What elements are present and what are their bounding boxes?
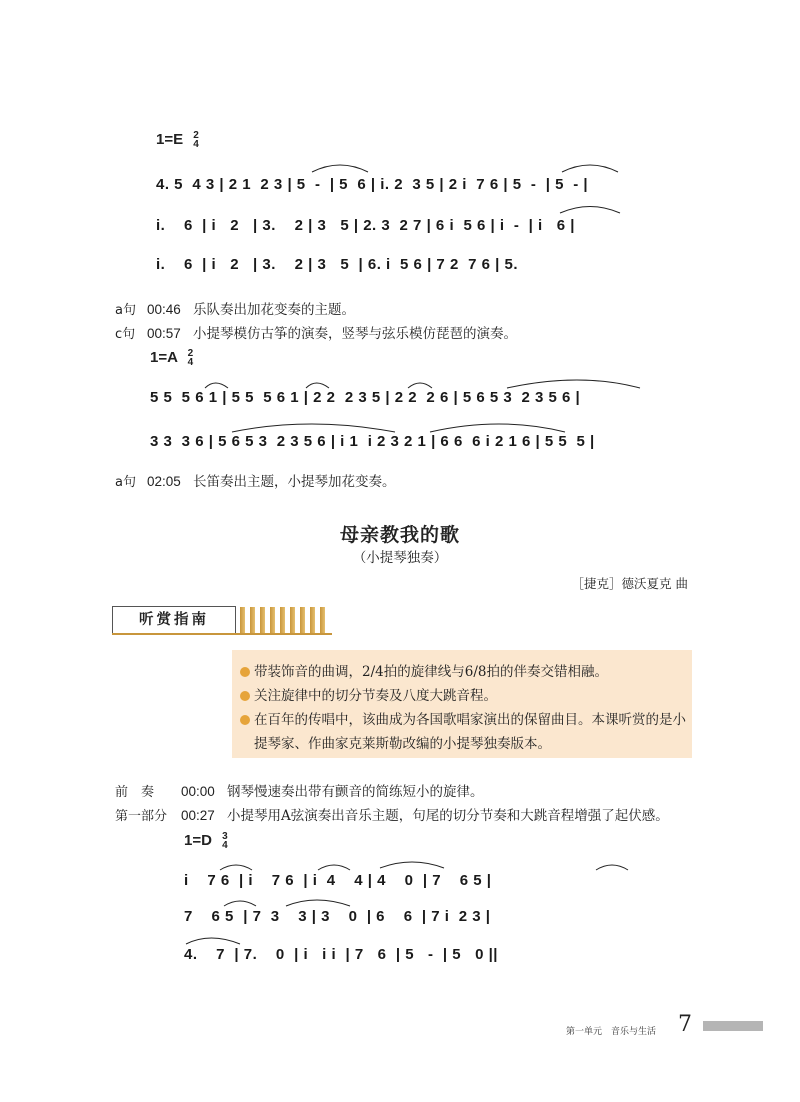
time-bottom: 4 (193, 139, 199, 151)
note-text: 小提琴模仿古筝的演奏，竖琴与弦乐模仿琵琶的演奏。 (193, 326, 517, 342)
score-row: i. 6 | i 2 | 3. 2 | 3 5 | 6. i 5 6 | 7 2 7 6 | 5. (156, 256, 519, 273)
section-tag: a句 (115, 303, 136, 318)
score-row: 4. 5 4 3 | 2 1 2 3 | 5 - | 5 6 | i. 2 3 5 | 2 i 7 6 | 5 - | 5 - | (156, 176, 589, 193)
key-label: 1=A (150, 349, 178, 366)
score-row: i 7 6 | i 7 6 | i 4 4 | 4 0 | 7 6 5 | (184, 872, 492, 889)
score-row: 4. 7 | 7. 0 | i i i | 7 6 | 5 - | 5 0 || (184, 946, 498, 963)
timestamp: 00:27 (181, 808, 215, 823)
bullet-text: 带装饰音的曲调，2/4拍的旋律线与6/8拍的伴奏交错相融。 (254, 664, 608, 680)
footer-bar (703, 1021, 763, 1031)
piece-subtitle: （小提琴独奏） (352, 550, 448, 566)
score-row: 3 3 3 6 | 5 6 5 3 2 3 5 6 | i 1 i 2 3 2 1 | 6 6 6 i 2 1 6 | 5 5 5 | (150, 433, 595, 450)
score-row: 5 5 5 6 1 | 5 5 5 6 1 | 2 2 2 3 5 | 2 2 2 6 | 5 6 5 3 2 3 5 6 | (150, 389, 581, 406)
note-text: 长笛奏出主题，小提琴加花变奏。 (193, 474, 396, 490)
timestamp: 02:05 (147, 474, 181, 489)
note-text: 小提琴用A弦演奏出音乐主题，句尾的切分节奏和大跳音程增强了起伏感。 (227, 808, 669, 824)
time-top: 3 (222, 831, 228, 843)
composer-credit: ［捷克］德沃夏克 曲 (571, 576, 688, 591)
section-tag: c句 (115, 327, 136, 342)
footer-unit: 第一单元 音乐与生活 (566, 1027, 657, 1037)
page-number: 7 (678, 1012, 692, 1037)
note-text: 乐队奏出加花变奏的主题。 (193, 302, 355, 318)
section-tag: 前 奏 (115, 785, 155, 800)
guide-label: 听赏指南 (112, 606, 236, 634)
time-bottom: 4 (187, 357, 194, 369)
bullet-text: 关注旋律中的切分节奏及八度大跳音程。 (254, 688, 497, 704)
time-bottom: 4 (222, 840, 228, 852)
timestamp: 00:57 (147, 326, 181, 341)
time-top: 2 (193, 130, 199, 142)
key-label: 1=D (184, 832, 212, 849)
score-row: i. 6 | i 2 | 3. 2 | 3 5 | 2. 3 2 7 | 6 i 5 6 | i - | i 6 | (156, 217, 575, 234)
bullet-text: 在百年的传唱中，该曲成为各国歌唱家演出的保留曲目。本课听赏的是小 (254, 712, 686, 728)
section-tag: 第一部分 (115, 809, 168, 824)
key-label: 1=E (156, 131, 184, 148)
section-tag: a句 (115, 475, 136, 490)
piece-title: 母亲教我的歌 (339, 524, 460, 546)
note-text: 钢琴慢速奏出带有颤音的简练短小的旋律。 (227, 784, 484, 800)
guide-bullet-continued: 提琴家、作曲家克莱斯勒改编的小提琴独奏版本。 (254, 736, 551, 752)
timestamp: 00:00 (181, 784, 215, 799)
score-row: 7 6 5 | 7 3 3 | 3 0 | 6 6 | 7 i 2 3 | (184, 908, 491, 925)
timestamp: 00:46 (147, 302, 181, 317)
time-top: 2 (187, 348, 194, 360)
